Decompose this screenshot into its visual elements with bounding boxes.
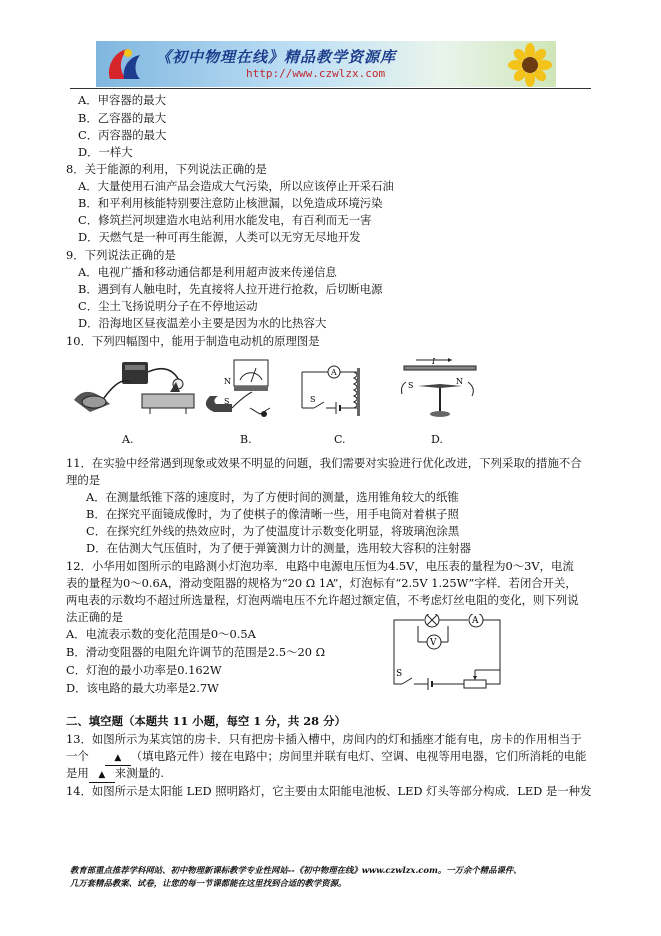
q10-c-switch-label: S [310, 395, 316, 404]
q12-ammeter-label: A [472, 616, 479, 626]
q8-option-b: B．和平利用核能特别要注意防止核泄漏，以免造成环境污染 [78, 196, 383, 210]
q13-line2-pre: 一个 [66, 749, 89, 763]
site-title: 《初中物理在线》精品教学资源库 [156, 48, 397, 66]
site-url[interactable]: http://www.czwlzx.com [246, 67, 386, 80]
q10-figure-b [200, 356, 280, 426]
q8-option-c: C．修筑拦河坝建造水电站利用水能发电，有百利而无一害 [78, 213, 372, 227]
q13-answer-blank-2[interactable]: ▲ [89, 768, 115, 783]
q11-stem-line1: 11．在实验中经常遇到现象或效果不明显的问题，我们需要对实验进行优化改进，下列采取的措施不合 [66, 456, 582, 470]
q13-line2-post: （填电路元件）接在电路中；房间里并联有电灯、空调、电视等用电器，它们所消耗的电能 [130, 749, 587, 763]
q10-figure-c [294, 358, 376, 424]
footer-line2: 几万套精品教案、试卷，让您的每一节课都能在这里找到合适的教学资源。 [70, 878, 347, 888]
footer-line1: 教育部重点推荐学科网站、初中物理新课标教学专业性网站--《初中物理在线》www.czwlzx.com。一万余个精品课件、 [70, 865, 522, 875]
q12-line4: 法正确的是 [66, 610, 123, 624]
header-banner [96, 41, 556, 87]
q12-option-a: A．电流表示数的变化范围是0～0.5A [66, 627, 256, 641]
sunflower-icon [508, 43, 552, 87]
q10-b-north-label: N [224, 377, 231, 386]
q11-option-b: B．在探究平面镜成像时，为了使棋子的像清晰一些，用手电筒对着棋子照 [86, 507, 459, 521]
q10-c-ammeter-label: A [331, 368, 337, 377]
q11-option-c: C．在探究红外线的热效应时，为了使温度计示数变化明显，将玻璃泡涂黑 [86, 524, 460, 538]
q7-option-a: A．甲容器的最大 [78, 93, 166, 107]
q10-figure-b-label: B. [240, 433, 252, 446]
q10-d-north-label: N [456, 377, 463, 386]
q8-option-d: D．天燃气是一种可再生能源，人类可以无穷无尽地开发 [78, 230, 361, 244]
q12-line1: 12．小华用如图所示的电路测小灯泡功率．电路中电源电压恒为4.5V，电压表的量程为0～3V，电流 [66, 559, 574, 573]
q10-figure-d-label: D. [431, 433, 443, 446]
section2-heading: 二、填空题（本题共 11 小题，每空 1 分，共 28 分） [66, 714, 346, 728]
q12-option-c: C．灯泡的最小功率是0.162W [66, 663, 222, 677]
q10-d-south-label: S [408, 381, 414, 390]
q10-figure-c-label: C. [334, 433, 346, 446]
q8-stem: 8．关于能源的利用，下列说法正确的是 [66, 162, 267, 176]
q13-line3 [66, 766, 164, 783]
q14-line1: 14．如图所示是太阳能 LED 照明路灯，它主要由太阳能电池板、LED 灯头等部分构成．LED 是一种发 [66, 784, 592, 798]
q11-option-d: D．在估测大气压值时，为了便于弹簧测力计的测量，选用较大容积的注射器 [86, 541, 472, 555]
q9-stem: 9．下列说法正确的是 [66, 248, 176, 262]
q9-option-c: C．尘土飞扬说明分子在不停地运动 [78, 299, 258, 313]
q8-option-a: A．大量使用石油产品会造成大气污染，所以应该停止开采石油 [78, 179, 394, 193]
q13-line3-post: 来测量的. [114, 766, 164, 780]
q12-voltmeter-label: V [430, 638, 437, 648]
site-logo-icon [104, 45, 144, 83]
q10-stem: 10．下列四幅图中，能用于制造电动机的原理图是 [66, 334, 320, 348]
q12-line2: 表的量程为0～0.6A，滑动变阻器的规格为“20 Ω 1A”，灯泡标有“2.5V 1.25W”字样．若闭合开关， [66, 576, 577, 590]
q7-option-c: C．丙容器的最大 [78, 128, 167, 142]
q9-option-b: B．遇到有人触电时，先直接将人拉开进行抢救，后切断电源 [78, 282, 383, 296]
q7-option-b: B．乙容器的最大 [78, 111, 167, 125]
q13-answer-blank-1[interactable]: ▲ [105, 751, 131, 766]
q13-line3-pre: 是用 [66, 766, 89, 780]
q12-circuit-diagram [388, 614, 508, 696]
q13-line1: 13．如图所示为某宾馆的房卡．只有把房卡插入槽中，房间内的灯和插座才能有电，房卡的作用相当于 [66, 732, 582, 746]
q10-d-current-label: I [432, 357, 436, 366]
q13-line2 [66, 749, 586, 766]
q12-option-b: B．滑动变阻器的电阻允许调节的范围是2.5～20 Ω [66, 645, 326, 659]
q12-option-d: D．该电路的最大功率是2.7W [66, 681, 219, 695]
q10-figure-a [70, 356, 200, 418]
q10-figure-a-label: A. [122, 433, 134, 446]
q11-option-a: A．在测量纸锥下落的速度时，为了方便时间的测量，选用锥角较大的纸锥 [86, 490, 459, 504]
q12-switch-label: S [396, 669, 403, 679]
q9-option-d: D．沿海地区昼夜温差小主要是因为水的比热容大 [78, 316, 327, 330]
q11-stem-line2: 理的是 [66, 473, 101, 487]
q7-option-d: D．一样大 [78, 145, 133, 159]
header-rule [70, 88, 591, 89]
q10-figure-d [396, 356, 482, 422]
q9-option-a: A．电视广播和移动通信都是利用超声波来传递信息 [78, 265, 337, 279]
q12-line3: 两电表的示数均不超过所选量程，灯泡两端电压不允许超过额定值，不考虑灯丝电阻的变化，则下列说 [66, 593, 579, 607]
q10-b-south-label: S [224, 397, 230, 406]
